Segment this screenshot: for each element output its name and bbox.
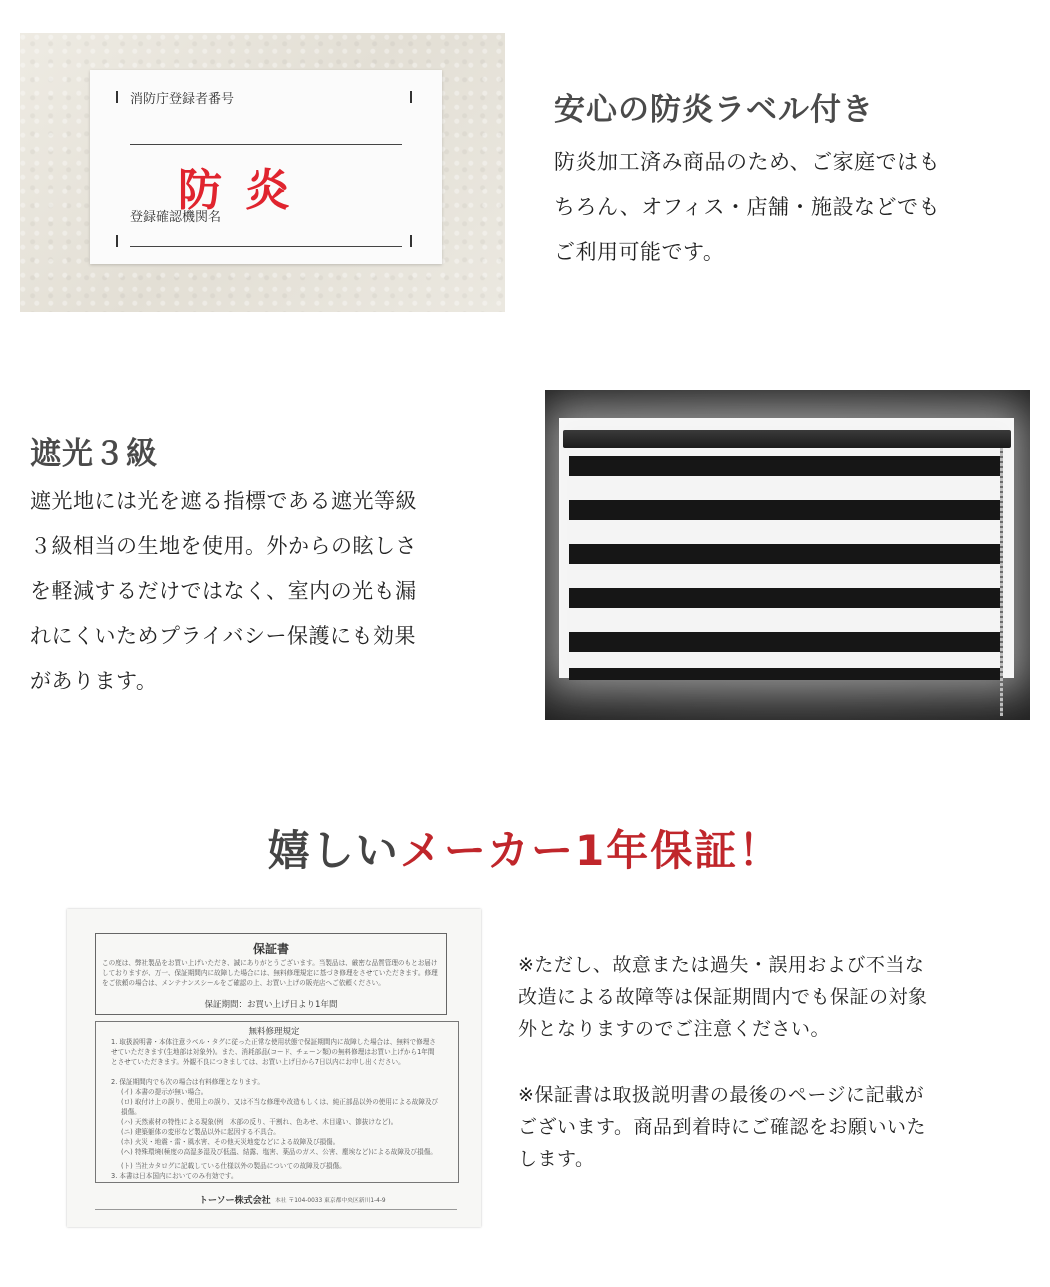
blind-chain: [1000, 448, 1003, 716]
certificate-rule: (ニ) 建築躯体の変形など製品以外に起因する不具合。: [121, 1128, 280, 1136]
certificate-rule: (イ) 本書の提示が無い場合。: [121, 1088, 208, 1096]
note-line: 外となりますのでご注意ください。: [518, 1018, 831, 1040]
fire-label-card: [90, 70, 442, 264]
note-line: ございます。商品到着時にご確認をお願いいた: [518, 1116, 926, 1138]
fire-label-photo: [20, 33, 505, 312]
certificate-intro: この度は、弊社製品をお買い上げいただき、誠にありがとうございます。当製品は、厳密な品質管理のもとお届けしておりますが、万一、保証期間内に故障した場合には、無料修理規定に基づき修理をさせていただきます。修理をご依頼の場合は、メンテナンスシールをご確認の上、お買い上げの販売店へご依頼ください。: [102, 959, 438, 987]
certificate-rule: (ハ) 天然素材の特性による現象(例 木部の反り、干割れ、色あせ、木目違い、節抜けなど)。: [121, 1118, 398, 1126]
certificate-title: 保証書: [252, 942, 289, 956]
certificate-header-frame: [95, 933, 447, 1015]
fire-body-line: ご利用可能です。: [554, 240, 725, 264]
blackout-body-line: を軽減するだけではなく、室内の光も漏: [30, 579, 417, 603]
fire-body-line: 防炎加工済み商品のため、ご家庭ではも: [554, 150, 941, 174]
certificate-address: 本社 〒104-0033 東京都中央区新川1-4-9: [275, 1198, 386, 1204]
warranty-heading-prefix: 嬉しい: [267, 826, 400, 875]
warranty-heading-highlight: メーカー1年保証！: [399, 826, 783, 875]
blackout-blind-photo: [545, 390, 1030, 720]
blackout-section-title: 遮光３級: [30, 436, 158, 472]
certificate-rules-title: 無料修理規定: [248, 1027, 300, 1037]
blackout-body-line: ３級相当の生地を使用。外からの眩しさ: [30, 534, 417, 558]
certificate-company: トーソー株式会社: [199, 1196, 271, 1206]
warranty-certificate-photo: [67, 909, 481, 1227]
note-line: 改造による故障等は保証期間内でも保証の対象: [518, 986, 928, 1008]
blind-headrail: [563, 430, 1011, 448]
warranty-heading: [0, 818, 1050, 878]
certificate-rule: (ロ) 取付け上の誤り、使用上の誤り、又は不当な修理や改造もしくは、純正部品以外の使用による故障及び損傷。: [121, 1098, 439, 1116]
certificate-rule: (ヘ) 特殊環境(極度の高湿多湿及び低温、結露、塩害、薬品のガス、公害、塵埃など)による故障及び損傷。: [121, 1148, 437, 1156]
blackout-body-line: れにくいためプライバシー保護にも効果: [30, 624, 416, 648]
warranty-note-exclusions: [518, 949, 1018, 1045]
note-line: ※保証書は取扱説明書の最後のページに記載が: [518, 1084, 925, 1106]
certificate-rule: 2. 保証期間内でも次の場合は有料修理となります。: [111, 1078, 264, 1086]
warranty-note-location: [518, 1079, 1018, 1175]
blackout-body-line: があります。: [30, 669, 158, 693]
certificate-rule: (ホ) 火災・地震・雷・風水害、その他天災地変などによる故障及び損傷。: [121, 1138, 340, 1146]
note-line: ※ただし、故意または過失・誤用および不当な: [518, 954, 925, 976]
agency-label: 登録確認機関名: [130, 210, 222, 225]
registration-number-label: 消防庁登録者番号: [130, 92, 235, 107]
blackout-section-body: [30, 479, 530, 704]
fire-section-body: [554, 140, 1034, 275]
certificate-rule: 1. 取扱説明書・本体注意ラベル・タグに従った正常な使用状態で保証期間内に故障した場合は、無料で修理させていただきます(生地部は対象外)。また、消耗部品(コード、チェーン類)の無料修理はお買い上げから1年間とさせていただきます。外観不良につきましては、お買い上げ日から7日以内にお申し出ください。: [111, 1038, 436, 1066]
fire-section-title: 安心の防炎ラベル付き: [554, 92, 874, 128]
blackout-body-line: 遮光地には光を遮る指標である遮光等級: [30, 489, 417, 513]
certificate-period: 保証期間：お買い上げ日より1年間: [204, 1000, 338, 1010]
certificate-rule: 3. 本書は日本国内においてのみ有効です。: [111, 1172, 238, 1180]
fire-retardant-mark: 防 炎: [178, 165, 294, 216]
note-line: します。: [518, 1148, 595, 1170]
certificate-rule: (ト) 当社カタログに記載している仕様以外の製品についての故障及び損傷。: [121, 1162, 346, 1170]
fire-body-line: ちろん、オフィス・店舗・施設などでも: [554, 195, 940, 219]
